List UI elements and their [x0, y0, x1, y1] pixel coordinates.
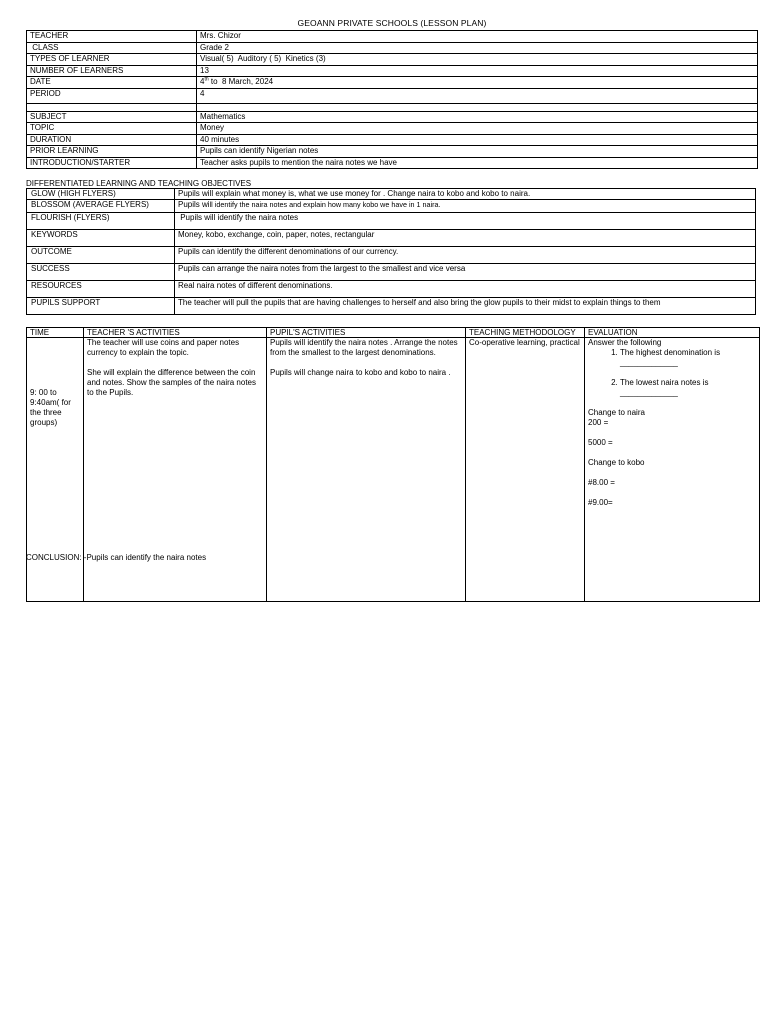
objectives-heading: DIFFERENTIATED LEARNING AND TEACHING OBJECTIVES	[26, 179, 252, 188]
objective-value: Pupils can identify the different denominations of our currency.	[175, 247, 756, 264]
info-value: 40 minutes	[197, 134, 758, 146]
info-row-prior-learning	[27, 146, 758, 158]
objective-row-pupils-support	[27, 298, 756, 315]
teacher-activity-text: The teacher will use coins and paper notes currency to explain the topic.	[87, 338, 240, 357]
objective-value: Pupils can arrange the naira notes from the largest to the smallest and vice versa	[175, 264, 756, 281]
objective-value: Money, kobo, exchange, coin, paper, notes, rectangular	[175, 230, 756, 247]
info-key: TYPES OF LEARNER	[27, 54, 197, 66]
date-rest: to 8 March, 2024	[208, 77, 274, 86]
page-title: GEOANN PRIVATE SCHOOLS (LESSON PLAN)	[297, 18, 487, 28]
info-key: DURATION	[27, 134, 197, 146]
header-time: TIME	[27, 328, 84, 338]
info-row-date	[27, 77, 758, 89]
answer-blank: _____________	[620, 358, 678, 367]
info-row-period	[27, 88, 758, 103]
objective-value-part-small: ll identify the naira notes and explain how many kobo we have in 1 naira.	[209, 200, 441, 209]
date-ordinal: th	[204, 76, 209, 83]
objective-key: KEYWORDS	[27, 230, 175, 247]
answer-blank: _____________	[620, 388, 678, 397]
objectives-table	[26, 188, 756, 315]
info-row-introduction	[27, 157, 758, 169]
objective-key: RESOURCES	[27, 281, 175, 298]
info-key: PERIOD	[27, 88, 197, 103]
info-key: CLASS	[27, 42, 197, 54]
info-spacer-cell	[27, 103, 197, 111]
evaluation-question	[620, 378, 756, 398]
info-row-teacher	[27, 31, 758, 43]
objective-value: Real naira notes of different denominations.	[175, 281, 756, 298]
kobo-exercise: #8.00 =	[588, 478, 615, 487]
info-key: PRIOR LEARNING	[27, 146, 197, 158]
change-to-naira-title: Change to naira	[588, 408, 645, 417]
pupil-activity-text: Pupils will identify the naira notes . Arrange the notes from the smallest to the largest denominations.	[270, 338, 458, 357]
info-row-topic	[27, 123, 758, 135]
info-row-duration	[27, 134, 758, 146]
naira-exercise: 200 =	[588, 418, 609, 427]
naira-exercise: 5000 =	[588, 438, 613, 447]
date-day: 4	[200, 77, 205, 86]
info-key: TEACHER	[27, 31, 197, 43]
objective-key: PUPILS SUPPORT	[27, 298, 175, 315]
info-value: Mathematics	[197, 111, 758, 123]
objective-row-flourish	[27, 213, 756, 230]
info-row-learner-types	[27, 54, 758, 66]
objective-row-blossom	[27, 200, 756, 213]
info-row-spacer	[27, 103, 758, 111]
objective-value-part: Pupils wi	[178, 200, 210, 209]
info-value: Pupils can identify Nigerian notes	[197, 146, 758, 158]
info-key: TOPIC	[27, 123, 197, 135]
kobo-exercise: #9.00=	[588, 498, 613, 507]
objective-value	[175, 200, 756, 213]
header-pupil-activities: PUPIL'S ACTIVITIES	[267, 328, 466, 338]
objective-value: Pupils will explain what money is, what we use money for . Change naira to kobo and kobo to naira.	[175, 189, 756, 200]
evaluation-question-list	[588, 348, 756, 398]
objective-row-resources	[27, 281, 756, 298]
objective-value: The teacher will pull the pupils that are having challenges to herself and also bring the glow pupils to their midst to explain things to them	[175, 298, 756, 315]
evaluation-question-text: The highest denomination is	[620, 348, 721, 357]
info-value: 4	[197, 88, 758, 103]
info-key: NUMBER OF LEARNERS	[27, 65, 197, 77]
conclusion: CONCLUSION: -Pupils can identify the naira notes	[26, 553, 207, 562]
lesson-info-table	[26, 30, 758, 169]
objective-value: Pupils will identify the naira notes	[175, 213, 756, 230]
header-teacher-activities: TEACHER 'S ACTIVITIES	[84, 328, 267, 338]
info-value: Mrs. Chizor	[197, 31, 758, 43]
objective-key: OUTCOME	[27, 247, 175, 264]
pupil-activity-text: Pupils will change naira to kobo and kobo to naira .	[270, 368, 451, 377]
info-key: INTRODUCTION/STARTER	[27, 157, 197, 169]
evaluation-intro: Answer the following	[588, 338, 662, 347]
info-value	[197, 77, 758, 89]
info-row-subject	[27, 111, 758, 123]
info-value: Money	[197, 123, 758, 135]
objective-key: BLOSSOM (AVERAGE FLYERS)	[27, 200, 175, 213]
info-value: Grade 2	[197, 42, 758, 54]
objective-row-glow	[27, 189, 756, 200]
time-cell: 9: 00 to 9:40am( for the three groups)	[27, 338, 84, 602]
objective-key: SUCCESS	[27, 264, 175, 281]
evaluation-cell	[585, 338, 760, 602]
info-key: DATE	[27, 77, 197, 89]
header-evaluation: EVALUATION	[585, 328, 760, 338]
pupil-activities-cell	[267, 338, 466, 602]
evaluation-question-text: The lowest naira notes is	[620, 378, 709, 387]
objective-row-outcome	[27, 247, 756, 264]
info-value: Visual( 5) Auditory ( 5) Kinetics (3)	[197, 54, 758, 66]
objective-key: GLOW (HIGH FLYERS)	[27, 189, 175, 200]
info-row-class	[27, 42, 758, 54]
evaluation-question	[620, 348, 756, 368]
header-teaching-methodology: TEACHING METHODOLOGY	[466, 328, 585, 338]
info-row-learner-count	[27, 65, 758, 77]
info-value: Teacher asks pupils to mention the naira notes we have	[197, 157, 758, 169]
teacher-activity-text: She will explain the difference between the coin and notes. Show the samples of the naira notes to the Pupils.	[87, 368, 256, 397]
objective-row-success	[27, 264, 756, 281]
activities-header-row	[27, 328, 760, 338]
change-to-kobo-title: Change to kobo	[588, 458, 645, 467]
info-spacer-cell	[197, 103, 758, 111]
methodology-cell: Co-operative learning, practical	[466, 338, 585, 602]
info-key: SUBJECT	[27, 111, 197, 123]
info-value: 13	[197, 65, 758, 77]
objective-row-keywords	[27, 230, 756, 247]
objective-key: FLOURISH (FLYERS)	[27, 213, 175, 230]
